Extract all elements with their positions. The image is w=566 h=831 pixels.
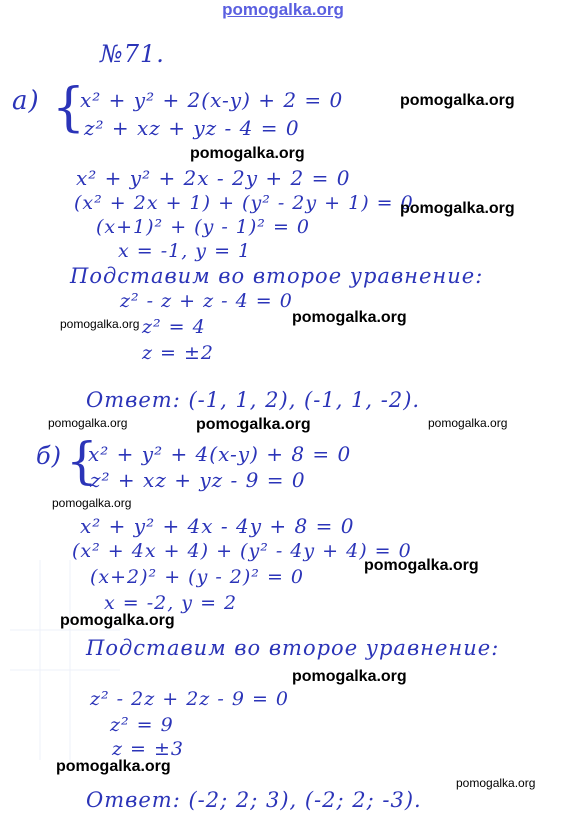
watermark: pomogalka.org	[56, 758, 171, 775]
part-b-system-eq1: x² + y² + 4(x-y) + 8 = 0	[88, 442, 352, 466]
part-b-step-5: Подставим во второе уравнение:	[86, 636, 500, 660]
part-a-step-8: z = ±2	[142, 342, 215, 364]
part-a-step-7: z² = 4	[142, 316, 206, 338]
part-a-step-5: Подставим во второе уравнение:	[70, 264, 484, 288]
part-b-system-eq2: z² + xz + yz - 9 = 0	[90, 468, 306, 492]
watermark: pomogalka.org	[292, 668, 407, 685]
part-a-system-eq2: z² + xz + yz - 4 = 0	[84, 116, 300, 140]
part-b-step-2: (x² + 4x + 4) + (y² - 4y + 4) = 0	[72, 540, 412, 562]
part-a-step-4: x = -1, y = 1	[118, 240, 252, 262]
watermark: pomogalka.org	[456, 776, 536, 790]
watermark: pomogalka.org	[292, 309, 407, 326]
part-a-answer: Ответ: (-1, 1, 2), (-1, 1, -2).	[86, 388, 421, 412]
header-link[interactable]: pomogalka.org	[222, 0, 344, 19]
part-b-step-1: x² + y² + 4x - 4y + 8 = 0	[80, 514, 355, 538]
part-b-step-7: z² = 9	[110, 714, 174, 736]
part-a-step-1: x² + y² + 2x - 2y + 2 = 0	[76, 166, 351, 190]
watermark: pomogalka.org	[60, 612, 175, 629]
part-b-brace: {	[66, 432, 98, 490]
part-a-label: а)	[12, 86, 40, 116]
part-a-brace: {	[52, 78, 86, 138]
watermark: pomogalka.org	[364, 557, 479, 574]
watermark: pomogalka.org	[428, 416, 508, 430]
part-a-step-3: (x+1)² + (y - 1)² = 0	[96, 216, 311, 238]
part-a-system-eq1: x² + y² + 2(x-y) + 2 = 0	[80, 88, 344, 112]
watermark: pomogalka.org	[400, 200, 515, 217]
part-b-label: б)	[36, 442, 63, 470]
watermark: pomogalka.org	[400, 92, 515, 109]
watermark: pomogalka.org	[52, 496, 132, 510]
part-a-step-6: z² - z + z - 4 = 0	[120, 290, 293, 312]
watermark: pomogalka.org	[48, 416, 128, 430]
part-b-step-3: (x+2)² + (y - 2)² = 0	[90, 566, 305, 588]
part-b-answer: Ответ: (-2; 2; 3), (-2; 2; -3).	[86, 788, 422, 812]
problem-number: №71.	[100, 40, 165, 68]
part-a-step-2: (x² + 2x + 1) + (y² - 2y + 1) = 0	[74, 192, 414, 214]
part-b-step-4: x = -2, y = 2	[104, 592, 238, 614]
part-b-step-8: z = ±3	[112, 738, 185, 760]
watermark: pomogalka.org	[60, 317, 140, 331]
watermark: pomogalka.org	[190, 145, 305, 162]
part-b-step-6: z² - 2z + 2z - 9 = 0	[90, 688, 289, 710]
watermark: pomogalka.org	[196, 416, 311, 433]
